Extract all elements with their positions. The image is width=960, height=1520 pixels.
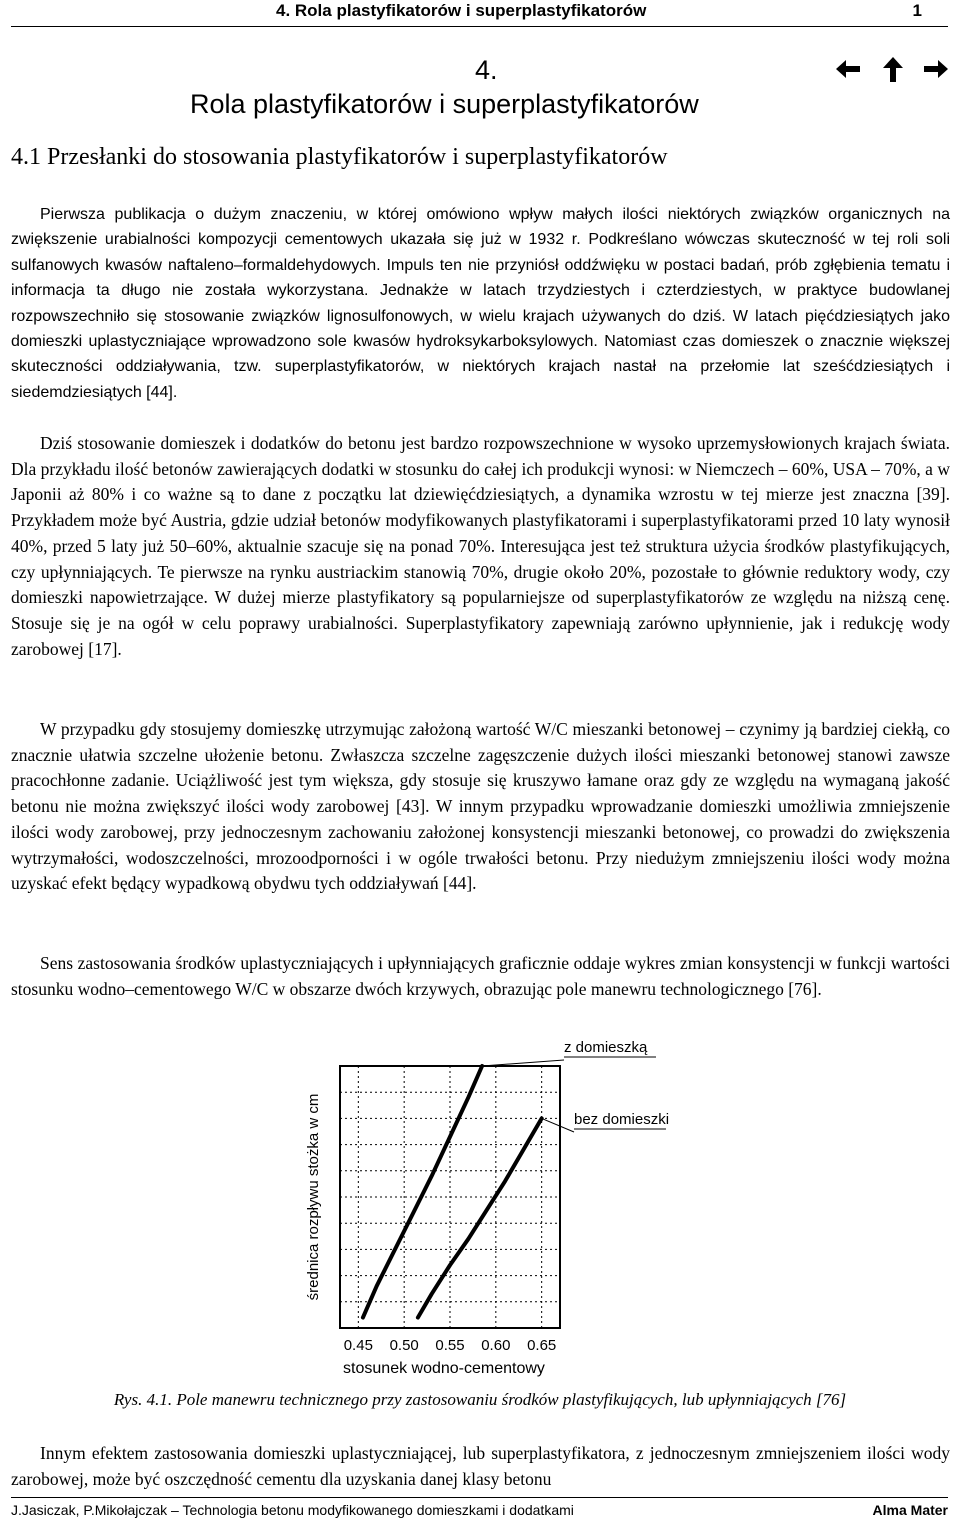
legend-leader-line bbox=[542, 1118, 574, 1132]
series-line-z-domieszka bbox=[363, 1066, 482, 1318]
paragraph: W przypadku gdy stosujemy domieszkę utrzymując założoną wartość W/C mieszanki betonowej – czynimy ją bardziej ciekłą, co znacznie ułatwia szczelne ułożenie betonu. Zwłaszcza szczelne zagęszczenie dużych ilości mieszanki betonowej stanowi zawsze pracochłonne zadanie. Uciążliwość jest tym większa, gdy stosuje się kruszywo łamane oraz gdy ze względu na wymaganą jakość betonu nie można zwiększyć ilości wody zarobowej [43]. W innym przypadku wprowadzanie domieszki umożliwia zmniejszenie ilości wody zarobowej, przy jednoczesnym zachowaniu założonej konsystencji mieszanki betonowej, co prowadzi do zwiększenia wytrzymałości, wodoszczelności, mrozoodporności i w ogóle trwałości betonu. Przy niedużym zmniejszeniu ilości wody można uzyskać efekt będący wypadkową obydwu tych oddziaływań [44]. bbox=[11, 719, 950, 894]
chart bbox=[268, 1038, 708, 1383]
y-axis-label: średnica rozpływu stożka w cm bbox=[305, 1093, 322, 1301]
caption-text: Pole manewru technicznego przy zastosowaniu środków plastyfikujących, lub upłynniających [76] bbox=[176, 1390, 847, 1409]
x-tick-label: 0.60 bbox=[481, 1337, 511, 1354]
x-tick-label: 0.65 bbox=[527, 1337, 557, 1354]
legend-label: z domieszką bbox=[564, 1039, 648, 1056]
page-number: 1 bbox=[912, 1, 922, 20]
running-header-title: 4. Rola plastyfikatorów i superplastyfikatorów bbox=[276, 1, 647, 20]
arrow-up-icon[interactable] bbox=[878, 55, 908, 83]
running-footer bbox=[11, 1497, 948, 1520]
chapter-name: Rola plastyfikatorów i superplastyfikatorów bbox=[190, 89, 699, 119]
navigation-arrows bbox=[834, 55, 954, 83]
x-axis-label: stosunek wodno-cementowy bbox=[343, 1360, 545, 1377]
series-line-bez-domieszki bbox=[418, 1118, 542, 1317]
paragraph: Sens zastosowania środków uplastyczniających i upłynniających graficznie oddaje wykres zmian konsystencji w funkcji wartości stosunku wodno–cementowego W/C w obszarze dwóch krzywych, obrazując pole manewru technologicznego [76]. bbox=[11, 953, 950, 999]
paragraph: Pierwsza publikacja o dużym znaczeniu, w której omówiono wpływ małych ilości niektórych związków organicznych na zwiększenie urabialności kompozycji cementowych ukazała się już w 1932 r. Podkreślano wówczas skuteczność w tej roli soli sulfanowych kwasów naftaleno–formaldehydowych. Impuls ten nie przyniósł oddźwięku w postaci badań, prób zgłębienia tematu i informacja ta długo nie została wykorzystana. Jednakże w latach trzydziestych i czterdziestych, w praktyce budowlanej rozpowszechniło się stosowanie związków lignosulfonowych, w wielu krajach używanych do dziś. W latach pięćdziesiątych jako domieszki uplastyczniające wprowadzono sole kwasów hydroksykarboksylowych. Natomiast czas domieszek o znacznie większej skuteczności oddziaływania, tzw. superplastyfikatorów, w niektórych krajach nastał na przełomie lat sześćdziesiątych i siedemdziesiątych [44]. bbox=[11, 206, 950, 401]
footer-publisher: Alma Mater bbox=[872, 1502, 948, 1518]
section-heading: 4.1 Przesłanki do stosowania plastyfikatorów i superplastyfikatorów bbox=[11, 144, 668, 170]
arrow-right-icon[interactable] bbox=[920, 55, 950, 83]
x-tick-label: 0.45 bbox=[343, 1337, 373, 1354]
legend-label: bez domieszki bbox=[574, 1111, 670, 1128]
arrow-left-icon[interactable] bbox=[834, 55, 864, 83]
chapter-number: 4. bbox=[475, 55, 498, 85]
x-tick-label: 0.50 bbox=[389, 1337, 419, 1354]
paragraph: Dziś stosowanie domieszek i dodatków do betonu jest bardzo rozpowszechnione w wysoko uprzemysłowionych krajach świata. Dla przykładu ilość betonów zawierających dodatki w stosunku do całej ich produkcji wynosi: w Niemczech – 60%, USA – 70%, a w Japonii aż 80% i co ważne są to dane z początku lat dziewięćdziesiątych, a dynamika wzrostu w tej mierze jest znaczna [39]. Przykładem może być Austria, gdzie udział betonów modyfikowanych plastyfikatorami i superplastyfikatorami przed 10 laty wynosił 40%, przed 5 laty już 50–60%, aktualnie szacuje się na ponad 70%. Interesująca jest też struktura użycia środków plastyfikujących, czy upłynniających. Te pierwsze na rynku austriackim stanowią 70%, drugie około 20%, pozostałe to głównie reduktory wody, czy domieszki napowietrzające. W dużej mierze plastyfikatory są popularniejsze od superplastyfikatorów ze względu na niższą cenę. Stosuje się je na ogół w celu poprawy urabialności. Superplastyfikatory zapewniają zarówno upłynnienie, jak i redukcję wody zarobowej [17]. bbox=[11, 433, 950, 659]
figure-caption bbox=[0, 1390, 960, 1410]
running-header bbox=[11, 0, 948, 27]
figure-consistency-chart bbox=[268, 1038, 708, 1383]
paragraph: Innym efektem zastosowania domieszki uplastyczniającej, lub superplastyfikatora, z jednoczesnym zmniejszeniem ilości wody zarobowej, może być oszczędność cementu dla uzyskania danej klasy betonu bbox=[11, 1443, 950, 1489]
footer-authors: J.Jasiczak, P.Mikołajczak – Technologia betonu modyfikowanego domieszkami i dodatkami bbox=[11, 1502, 574, 1518]
x-tick-label: 0.55 bbox=[435, 1337, 465, 1354]
chart-grid bbox=[340, 1066, 560, 1328]
caption-label: Rys. 4.1. bbox=[113, 1390, 173, 1409]
